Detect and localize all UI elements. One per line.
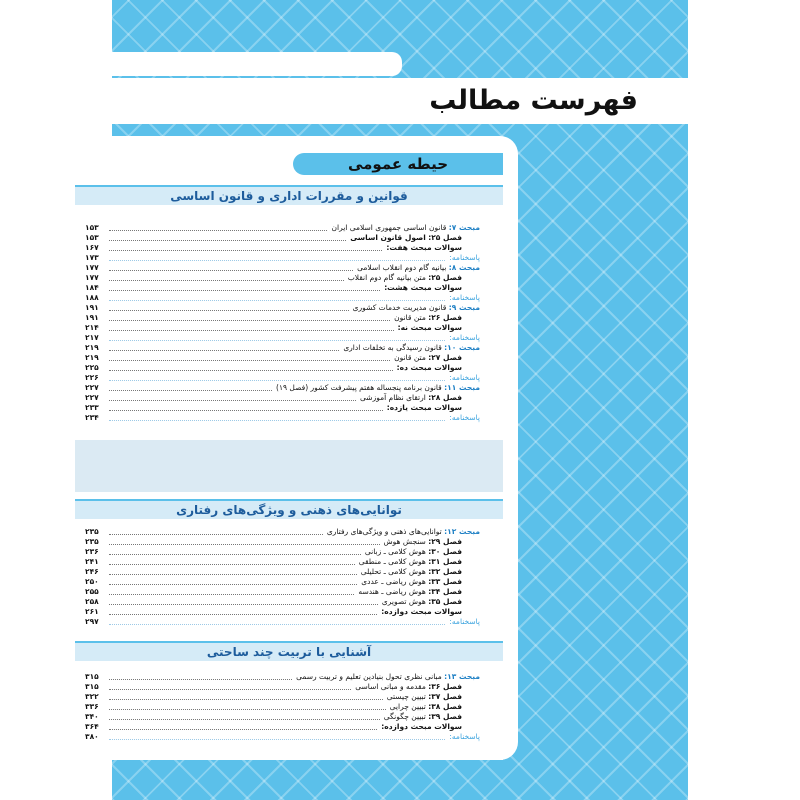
page-number: ۳۱۵ — [85, 672, 99, 681]
page-number: ۲۳۵ — [85, 537, 99, 546]
page-number: ۲۱۹ — [85, 353, 99, 362]
toc-row — [85, 323, 480, 333]
toc-row — [85, 732, 480, 742]
toc-entry-text: سنجش هوش — [383, 537, 426, 546]
toc-row — [85, 313, 480, 323]
toc-entry-text: مبانی نظری تحول بنیادین تعلیم و تربیت رسمی — [296, 672, 442, 681]
toc-entry-label — [447, 293, 480, 303]
dot-leader — [109, 310, 349, 311]
toc-row — [85, 253, 480, 263]
toc-entry-label — [447, 617, 480, 627]
dot-leader — [109, 380, 445, 381]
toc-row — [85, 597, 480, 607]
section-gap — [75, 440, 503, 492]
toc-entry-label — [358, 393, 480, 403]
toc-entry-label — [274, 383, 480, 393]
dot-leader — [109, 330, 394, 331]
toc-entry-text: متن قانون — [394, 353, 426, 362]
dot-leader — [109, 584, 357, 585]
fasl-prefix: فصل ۳۷: — [428, 692, 462, 701]
page-number: ۲۴۱ — [85, 557, 99, 566]
toc-row — [85, 363, 480, 373]
toc-entry-text: سوالات مبحث هفت: — [386, 243, 462, 252]
dot-leader — [109, 709, 386, 710]
dot-leader — [109, 534, 323, 535]
toc-row — [85, 403, 480, 413]
toc-entry-text: توانایی‌های ذهنی و ویژگی‌های رفتاری — [326, 527, 442, 536]
dot-leader — [109, 370, 393, 371]
page-number: ۳۲۲ — [85, 692, 99, 701]
dot-leader — [109, 719, 380, 720]
dot-leader — [109, 280, 344, 281]
dot-leader — [109, 250, 382, 251]
page-number: ۱۸۴ — [85, 283, 99, 292]
dot-leader — [109, 574, 357, 575]
toc-entry-text: سوالات مبحث نه: — [397, 323, 462, 332]
fasl-prefix: فصل ۲۶: — [428, 313, 462, 322]
page-number: ۲۳۴ — [85, 413, 99, 422]
toc-row — [85, 243, 480, 253]
dot-leader — [109, 544, 380, 545]
toc-entry-label — [379, 607, 480, 617]
toc-entry-text: سوالات مبحث یازده: — [386, 403, 462, 412]
toc-rows — [85, 527, 480, 627]
toc-entry-label — [447, 333, 480, 343]
dot-leader — [109, 320, 390, 321]
section-subtitle: آشنایی با تربیت چند ساحتی — [75, 641, 503, 661]
toc-entry-label — [346, 273, 480, 283]
toc-entry-label — [356, 587, 480, 597]
fasl-prefix: فصل ۲۵: — [428, 273, 462, 282]
toc-entry-label — [357, 557, 480, 567]
section-mental-abilities — [75, 492, 503, 637]
toc-entry-text: هوش کلامی ـ تحلیلی — [360, 567, 426, 576]
page-number: ۲۲۶ — [85, 373, 99, 382]
toc-entry-label — [380, 597, 480, 607]
toc-entry-label — [447, 373, 480, 383]
toc-entry-text: اصول قانون اساسی — [350, 233, 426, 242]
toc-entry-text: پاسخنامه: — [449, 333, 480, 342]
toc-row — [85, 383, 480, 393]
toc-row — [85, 547, 480, 557]
toc-entry-text: پاسخنامه: — [449, 732, 480, 741]
dot-leader — [109, 594, 354, 595]
mabhas-prefix: مبحث ۷: — [448, 223, 480, 232]
page-number: ۲۹۷ — [85, 617, 99, 626]
toc-row — [85, 303, 480, 313]
toc-entry-label — [447, 253, 480, 263]
fasl-prefix: فصل ۳۸: — [428, 702, 462, 711]
dot-leader — [109, 554, 361, 555]
toc-entry-label — [382, 537, 480, 547]
dot-leader — [109, 270, 353, 271]
dot-leader — [109, 729, 377, 730]
toc-entry-label — [395, 363, 480, 373]
page-number: ۳۱۵ — [85, 682, 99, 691]
toc-entry-text: سوالات مبحث هشت: — [384, 283, 462, 292]
page-number: ۲۶۱ — [85, 607, 99, 616]
toc-entry-text: قانون اساسی جمهوری اسلامی ایران — [331, 223, 447, 232]
toc-entry-label — [363, 547, 480, 557]
dot-leader — [109, 290, 380, 291]
toc-entry-label — [382, 712, 480, 722]
toc-entry-label — [379, 722, 480, 732]
toc-entry-label — [447, 413, 480, 423]
fasl-prefix: فصل ۳۲: — [428, 567, 462, 576]
toc-entry-label — [325, 527, 480, 537]
page-number: ۲۵۸ — [85, 597, 99, 606]
toc-entry-label — [396, 323, 480, 333]
page-number: ۱۹۱ — [85, 313, 99, 322]
toc-entry-label — [359, 577, 480, 587]
toc-entry-text: قانون برنامه پنجساله هفتم پیشرفت کشور (فصل ۱۹) — [276, 383, 442, 392]
page-number: ۲۵۵ — [85, 587, 99, 596]
mabhas-prefix: مبحث ۱۳: — [444, 672, 480, 681]
toc-row — [85, 413, 480, 423]
toc-entry-text: هوش تصویری — [381, 597, 426, 606]
page-number: ۱۸۸ — [85, 293, 99, 302]
fasl-prefix: فصل ۳۶: — [428, 682, 462, 691]
page-number: ۲۱۷ — [85, 333, 99, 342]
dot-leader — [109, 624, 445, 625]
fasl-prefix: فصل ۳۱: — [428, 557, 462, 566]
page-number: ۲۲۷ — [85, 383, 99, 392]
page-number: ۱۷۷ — [85, 263, 99, 272]
toc-row — [85, 722, 480, 732]
toc-entry-text: متن بیانیه گام دوم انقلاب — [347, 273, 426, 282]
mabhas-prefix: مبحث ۱۲: — [444, 527, 480, 536]
toc-row — [85, 273, 480, 283]
toc-entry-text: پاسخنامه: — [449, 293, 480, 302]
page-title: فهرست مطالب — [429, 85, 638, 116]
toc-row — [85, 617, 480, 627]
dot-leader — [109, 300, 445, 301]
toc-entry-text: سوالات مبحث دوازده: — [381, 722, 462, 731]
dot-leader — [109, 564, 355, 565]
section-multidimensional-education — [75, 637, 503, 760]
page-number: ۲۳۳ — [85, 403, 99, 412]
page-number: ۱۷۳ — [85, 253, 99, 262]
toc-entry-label — [392, 353, 480, 363]
section-subtitle: توانایی‌های ذهنی و ویژگی‌های رفتاری — [75, 499, 503, 519]
fasl-prefix: فصل ۳۰: — [428, 547, 462, 556]
page-number: ۲۳۶ — [85, 547, 99, 556]
page-number: ۱۵۳ — [85, 233, 99, 242]
toc-row — [85, 577, 480, 587]
toc-entry-text: پاسخنامه: — [449, 373, 480, 382]
dot-leader — [109, 604, 378, 605]
fasl-prefix: فصل ۲۹: — [428, 537, 462, 546]
toc-entry-label — [355, 263, 480, 273]
toc-row — [85, 343, 480, 353]
dot-leader — [109, 360, 390, 361]
dot-leader — [109, 689, 351, 690]
toc-row — [85, 293, 480, 303]
dot-leader — [109, 260, 445, 261]
mabhas-prefix: مبحث ۱۰: — [444, 343, 480, 352]
toc-row — [85, 682, 480, 692]
toc-entry-text: ارتقای نظام آموزشی — [360, 393, 426, 402]
toc-row — [85, 373, 480, 383]
page-number: ۱۶۷ — [85, 243, 99, 252]
section-subtitle: قوانین و مقررات اداری و قانون اساسی — [75, 185, 503, 205]
toc-row — [85, 587, 480, 597]
toc-entry-text: پاسخنامه: — [449, 253, 480, 262]
toc-row — [85, 607, 480, 617]
fasl-prefix: فصل ۳۵: — [428, 597, 462, 606]
toc-entry-text: قانون مدیریت خدمات کشوری — [352, 303, 447, 312]
toc-entry-text: سوالات مبحث ده: — [396, 363, 462, 372]
dot-leader — [109, 739, 445, 740]
toc-entry-text: تبیین چگونگی — [383, 712, 426, 721]
toc-entry-text: مقدمه و مبانی اساسی — [355, 682, 426, 691]
toc-row — [85, 692, 480, 702]
toc-row — [85, 333, 480, 343]
toc-entry-label — [392, 313, 480, 323]
toc-row — [85, 283, 480, 293]
page-number: ۳۸۰ — [85, 732, 99, 741]
toc-entry-label — [341, 343, 480, 353]
toc-entry-text: پاسخنامه: — [449, 617, 480, 626]
dot-leader — [109, 400, 356, 401]
dot-leader — [109, 230, 327, 231]
page-number: ۲۲۷ — [85, 393, 99, 402]
fasl-prefix: فصل ۲۸: — [428, 393, 462, 402]
toc-entry-text: هوش ریاضی ـ هندسه — [358, 587, 426, 596]
fasl-prefix: فصل ۲۵: — [428, 233, 462, 242]
dot-leader — [109, 390, 272, 391]
toc-entry-text: تبیین چیستی — [386, 692, 426, 701]
fasl-prefix: فصل ۳۳: — [428, 577, 462, 586]
page-number: ۳۳۶ — [85, 702, 99, 711]
toc-entry-text: سوالات مبحث دوازده: — [381, 607, 462, 616]
toc-row — [85, 527, 480, 537]
title-band — [112, 78, 688, 124]
toc-row — [85, 223, 480, 233]
toc-row — [85, 567, 480, 577]
section-general — [75, 153, 503, 453]
page-number: ۲۳۵ — [85, 527, 99, 536]
toc-row — [85, 263, 480, 273]
dot-leader — [109, 340, 445, 341]
toc-entry-text: هوش کلامی ـ منطقی — [358, 557, 426, 566]
toc-row — [85, 353, 480, 363]
page-number: ۲۱۴ — [85, 323, 99, 332]
toc-row — [85, 393, 480, 403]
page-number: ۱۵۳ — [85, 223, 99, 232]
toc-entry-text: قانون رسیدگی به تخلفات اداری — [343, 343, 442, 352]
toc-entry-label — [329, 223, 480, 233]
toc-entry-label — [382, 283, 480, 293]
page-number: ۲۵۰ — [85, 577, 99, 586]
toc-entry-text: هوش ریاضی ـ عددی — [361, 577, 426, 586]
toc-entry-label — [385, 403, 480, 413]
toc-rows — [85, 223, 480, 423]
toc-entry-label — [359, 567, 480, 577]
toc-entry-text: تبیین چرایی — [389, 702, 426, 711]
toc-entry-label — [351, 303, 480, 313]
dot-leader — [109, 350, 339, 351]
toc-entry-label — [385, 692, 480, 702]
dot-leader — [109, 240, 346, 241]
mabhas-prefix: مبحث ۱۱: — [444, 383, 480, 392]
toc-entry-label — [294, 672, 480, 682]
toc-entry-label — [384, 243, 480, 253]
toc-row — [85, 712, 480, 722]
toc-rows — [85, 672, 480, 742]
fasl-prefix: فصل ۳۴: — [428, 587, 462, 596]
page-number: ۱۹۱ — [85, 303, 99, 312]
toc-row — [85, 537, 480, 547]
dot-leader — [109, 679, 292, 680]
toc-entry-label — [447, 732, 480, 742]
mabhas-prefix: مبحث ۸: — [448, 263, 480, 272]
page-number: ۲۴۶ — [85, 567, 99, 576]
section-title: حیطه عمومی — [293, 153, 503, 175]
page-number: ۳۴۰ — [85, 712, 99, 721]
page-number: ۲۱۹ — [85, 343, 99, 352]
toc-row — [85, 233, 480, 243]
toc-entry-text: هوش کلامی ـ زبانی — [364, 547, 426, 556]
toc-entry-text: بیانیه گام دوم انقلاب اسلامی — [357, 263, 447, 272]
toc-row — [85, 672, 480, 682]
toc-row — [85, 557, 480, 567]
page-number: ۱۷۷ — [85, 273, 99, 282]
dot-leader — [109, 699, 383, 700]
page-number: ۲۲۵ — [85, 363, 99, 372]
toc-entry-label — [348, 233, 480, 243]
mabhas-prefix: مبحث ۹: — [448, 303, 480, 312]
dot-leader — [109, 614, 377, 615]
toc-entry-text: متن قانون — [394, 313, 426, 322]
top-decor-bar — [112, 52, 402, 76]
toc-row — [85, 702, 480, 712]
page-number: ۳۶۴ — [85, 722, 99, 731]
dot-leader — [109, 410, 383, 411]
toc-entry-label — [353, 682, 480, 692]
fasl-prefix: فصل ۳۹: — [428, 712, 462, 721]
dot-leader — [109, 420, 445, 421]
toc-entry-text: پاسخنامه: — [449, 413, 480, 422]
toc-entry-label — [388, 702, 480, 712]
fasl-prefix: فصل ۲۷: — [428, 353, 462, 362]
